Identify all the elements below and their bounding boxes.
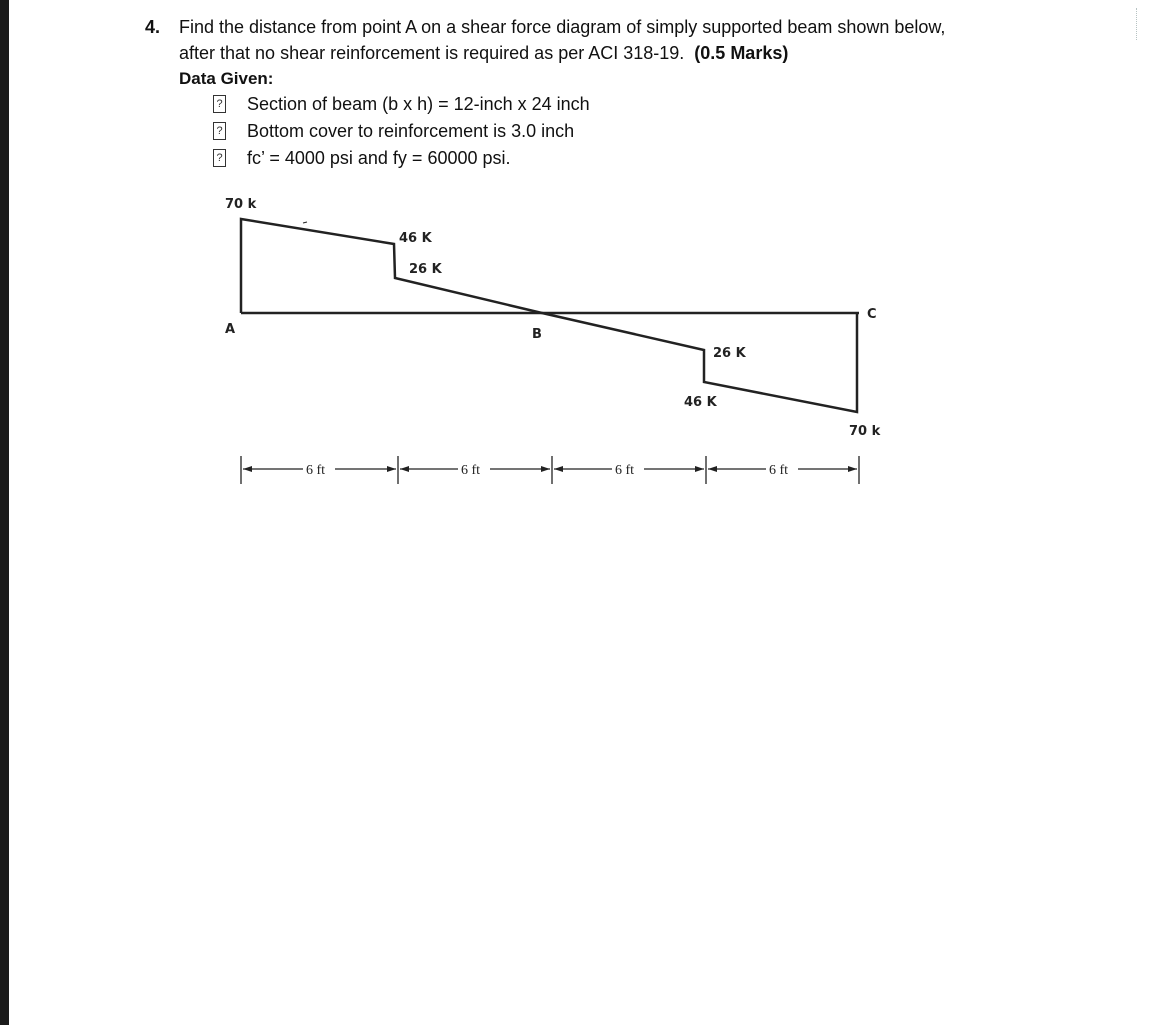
missing-glyph-icon: ? xyxy=(213,149,226,167)
arrowhead-icon xyxy=(541,466,550,472)
dimension-line xyxy=(241,456,859,484)
label-point-a: A xyxy=(225,322,236,337)
dimension-label: 6 ft xyxy=(306,463,326,478)
label-point-c: C xyxy=(867,307,877,322)
arrowhead-icon xyxy=(695,466,704,472)
data-given-heading: Data Given: xyxy=(179,69,274,88)
label-70k-bottom: 70 k xyxy=(849,424,881,439)
arrowhead-icon xyxy=(400,466,409,472)
label-26k-upper: 26 K xyxy=(409,262,442,277)
given-item-text: Section of beam (b x h) = 12-inch x 24 inch xyxy=(247,94,590,114)
label-46k-lower: 46 K xyxy=(684,395,717,410)
dimension-label: 6 ft xyxy=(615,463,635,478)
stray-tick xyxy=(303,222,307,223)
question-marks: (0.5 Marks) xyxy=(694,43,789,63)
positive-shear-outline xyxy=(241,219,542,313)
label-46k-upper: 46 K xyxy=(399,231,432,246)
missing-glyph-icon: ? xyxy=(213,95,226,113)
question-body: Find the distance from point A on a shear force diagram of simply supported beam shown below, after that no shear reinforcement is required as per ACI 318-19. xyxy=(179,17,946,63)
label-70k-top: 70 k xyxy=(225,197,257,212)
given-item-text: fc’ = 4000 psi and fy = 60000 psi. xyxy=(247,148,511,168)
dimension-label: 6 ft xyxy=(461,463,481,478)
arrowhead-icon xyxy=(243,466,252,472)
given-item-text: Bottom cover to reinforcement is 3.0 inch xyxy=(247,121,575,141)
arrowhead-icon xyxy=(387,466,396,472)
label-26k-lower: 26 K xyxy=(713,346,746,361)
missing-glyph-icon: ? xyxy=(213,122,226,140)
label-point-b: B xyxy=(532,327,542,342)
dimension-label: 6 ft xyxy=(769,463,789,478)
arrowhead-icon xyxy=(848,466,857,472)
question-number: 4. xyxy=(145,17,161,37)
arrowhead-icon xyxy=(554,466,563,472)
arrowhead-icon xyxy=(708,466,717,472)
